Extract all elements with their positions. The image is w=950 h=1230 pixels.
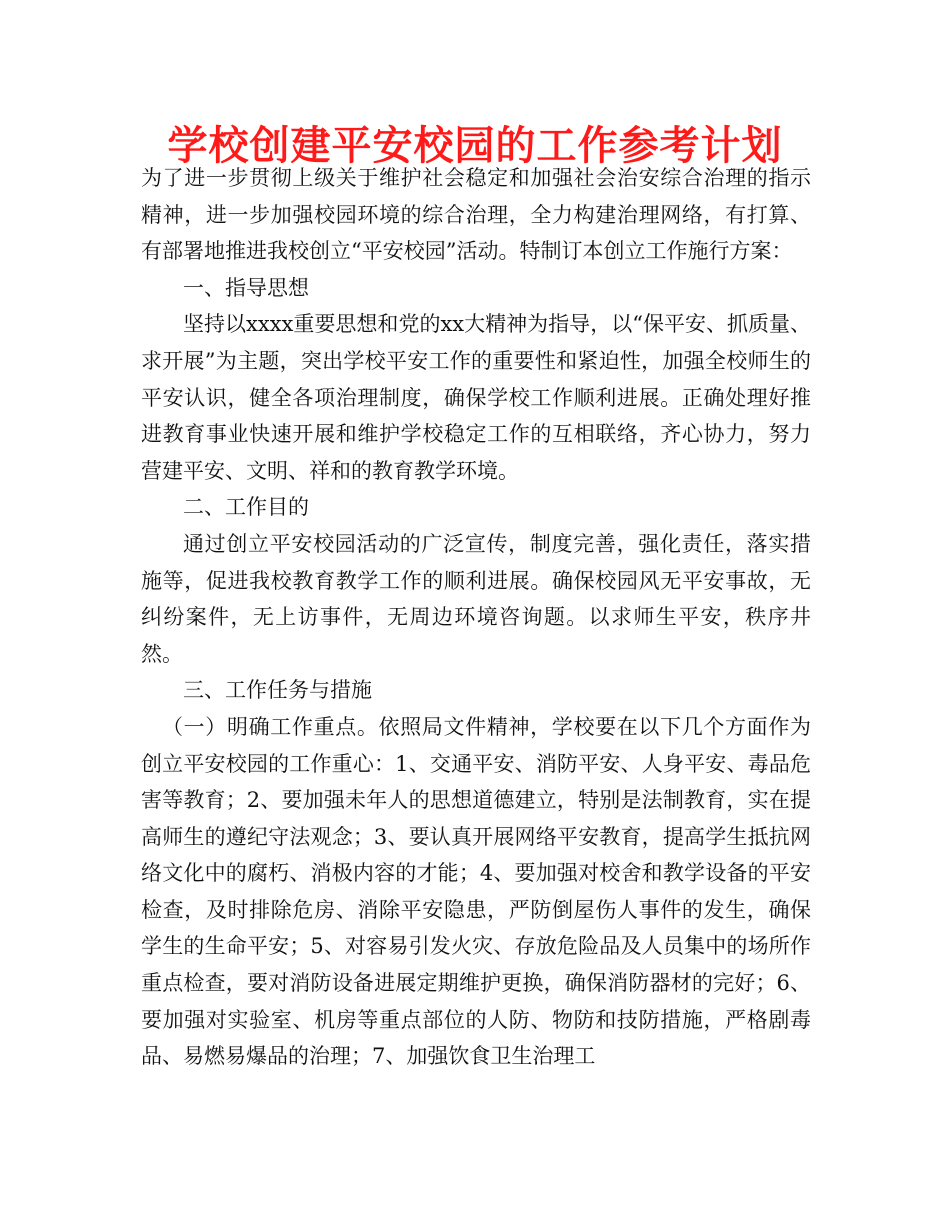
section-heading-tasks-measures: 三、工作任务与措施 xyxy=(183,678,372,703)
tasks-measures-paragraph: （一）明确工作重点。依照局文件精神，学校要在以下几个方面作为创立平安校园的工作重心：1、交通平安、消防平安、人身平安、毒品危害等教育；2、要加强未年人的思想道德建立，特别是法制教育，实在提高师生的遵纪守法观念；3、要认真开展网络平安教育，提高学生抵抗网络文化中的腐朽、消极内容的才能；4、要加强对校舍和教学设备的平安检查，及时排除危房、消除平安隐患，严防倒屋伤人事件的发生，确保学生的生命平安；5、对容易引发火灾、存放危险品及人员集中的场所作重点检查，要对消防设备进展定期维护更换，确保消防器材的完好；6、要加强对实验室、机房等重点部位的人防、物防和技防措施，严格剧毒品、易燃易爆品的治理；7、加强饮食卫生治理工 xyxy=(141,714,811,1069)
work-goal-paragraph: 通过创立平安校园活动的广泛宣传，制度完善，强化责任，落实措施等，促进我校教育教学工作的顺利进展。确保校园风无平安事故，无纠纷案件，无上访事件，无周边环境咨询题。以求师生平安，秩序井然。 xyxy=(141,531,811,666)
guiding-thought-paragraph: 坚持以xxxx重要思想和党的xx大精神为指导，以“保平安、抓质量、求开展”为主题，突出学校平安工作的重要性和紧迫性，加强全校师生的平安认识，健全各项治理制度，确保学校工作顺利进展。正确处理好推进教育事业快速开展和维护学校稳定工作的互相联络，齐心协力，努力营建平安、文明、祥和的教育教学环境。 xyxy=(141,312,811,483)
document-title: 学校创建平安校园的工作参考计划 xyxy=(167,123,783,169)
intro-paragraph: 为了进一步贯彻上级关于维护社会稳定和加强社会治安综合治理的指示精神，进一步加强校园环境的综合治理，全力构建治理网络，有打算、有部署地推进我校创立“平安校园”活动。特制订本创立工作施行方案： xyxy=(141,166,811,264)
document-body xyxy=(141,160,811,1075)
section-heading-guiding-thought: 一、指导思想 xyxy=(183,275,309,300)
section-heading-work-goal: 二、工作目的 xyxy=(183,495,309,520)
